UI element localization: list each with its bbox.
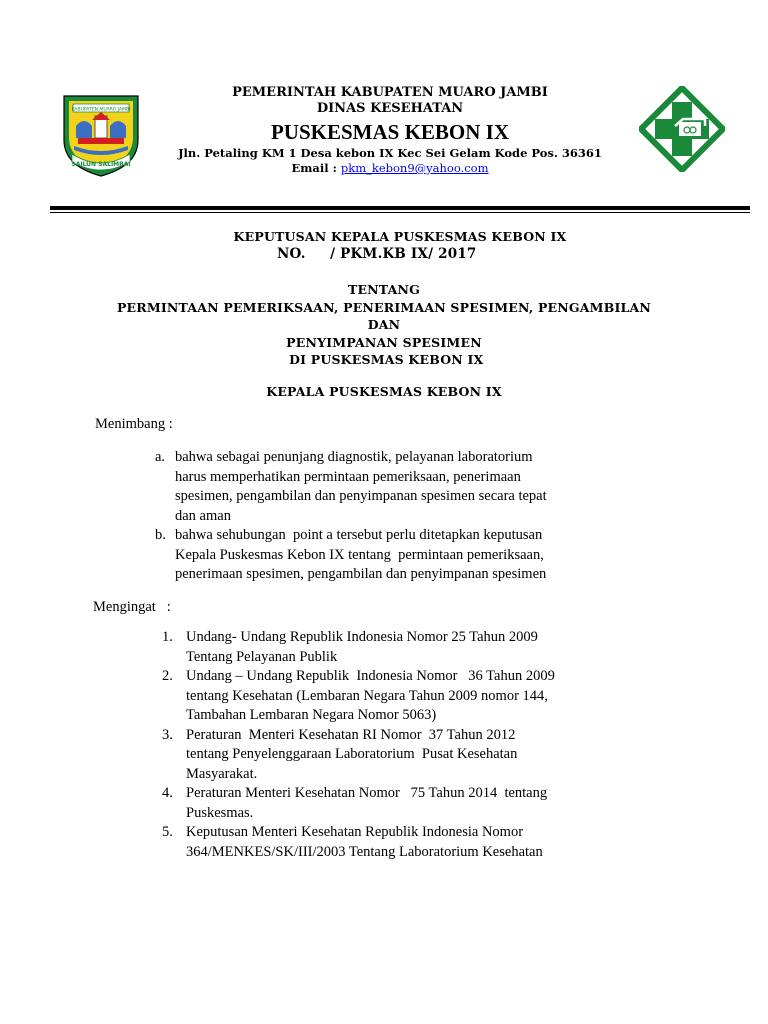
email-line [150,161,630,176]
list-line: spesimen, pengambilan dan penyimpanan spesimen secara tepat [175,488,547,504]
subject-line-3: PENYIMPANAN SPESIMEN [286,334,482,350]
list-line: bahwa sebagai penunjang diagnostik, pelayanan laboratorium [175,449,533,465]
list-marker: a. [155,449,166,465]
institution-title: PUSKESMAS KEBON IX [270,120,510,144]
list-line: Keputusan Menteri Kesehatan Republik Indonesia Nomor [186,824,524,840]
list-item [162,726,702,785]
list-item [155,448,695,526]
list-line: Undang – Undang Republik Indonesia Nomor 36 Tahun 2009 [186,668,555,684]
list-line: Masyarakat. [186,765,258,782]
list-marker: 1. [162,629,173,645]
list-line: Peraturan Menteri Kesehatan Nomor 75 Tahun 2014 tentang [186,785,548,801]
list-marker: 4. [162,785,173,801]
mengingat-list [162,628,702,862]
list-line: Kepala Puskesmas Kebon IX tentang permintaan pemeriksaan, [175,546,544,563]
list-item [155,526,695,585]
email-link[interactable]: pkm_kebon9@yahoo.com [340,161,489,175]
list-marker: 3. [162,726,173,743]
list-item [162,667,702,726]
list-line: tentang Kesehatan (Lembaran Negara Tahun 2009 nomor 144, [186,687,548,704]
list-line: bahwa sehubungan point a tersebut perlu ditetapkan keputusan [175,527,543,543]
list-line: tentang Penyelenggaraan Laboratorium Pusat Kesehatan [186,746,518,762]
tentang-heading: TENTANG [347,282,421,297]
list-item [162,628,702,667]
list-item [162,784,702,823]
list-line: Puskesmas. [186,804,254,821]
letterhead-text [150,85,630,176]
list-line: Tentang Pelayanan Publik [186,648,338,665]
decree-number: NO. / PKM.KB IX/ 2017 [277,246,477,262]
list-line: penerimaan spesimen, pengambilan dan penyimpanan spesimen [175,566,547,582]
subject-line-2: DAN [367,317,401,332]
list-line: dan aman [175,507,231,524]
government-name: PEMERINTAH KABUPATEN MUARO JAMBI [232,85,548,100]
list-marker: 5. [162,824,173,840]
puskesmas-logo-icon [639,86,725,172]
list-line: Tambahan Lembaran Negara Nomor 5063) [186,707,437,723]
list-item [162,823,702,862]
decree-title: KEPUTUSAN KEPALA PUSKESMAS KEBON IX [233,229,567,244]
letterhead [0,0,768,200]
department-name: DINAS KESEHATAN [316,101,464,116]
emblem-motto-text: SAILUN SALIMBAI [71,161,131,168]
email-label: Email : [291,161,341,175]
subject-line-1: PERMINTAAN PEMERIKSAAN, PENERIMAAN SPESIMEN, PENGAMBILAN [116,299,652,315]
subject-line-4: DI PUSKESMAS KEBON IX [284,352,484,367]
list-marker: 2. [162,668,173,684]
menimbang-label: Menimbang : [95,416,173,432]
emblem-banner-text: KABUPATEN MUARO JAMBI [71,107,131,113]
list-line: Undang- Undang Republik Indonesia Nomor 25 Tahun 2009 [186,629,538,645]
menimbang-list [155,448,695,585]
header-rule-thick [50,206,750,210]
list-line: Peraturan Menteri Kesehatan RI Nomor 37 Tahun 2012 [186,726,516,743]
list-line: 364/MENKES/SK/III/2003 Tentang Laboratorium Kesehatan [186,843,543,860]
mengingat-label: Mengingat : [93,599,171,615]
regency-emblem-icon [58,90,144,180]
header-rule-thin [50,212,750,213]
issuer-heading: KEPALA PUSKESMAS KEBON IX [266,384,502,399]
decree-subject [0,281,768,369]
list-line: harus memperhatikan permintaan pemeriksaan, penerimaan [175,468,521,485]
list-marker: b. [155,527,166,543]
address-line: Jln. Petaling KM 1 Desa kebon IX Kec Sei Gelam Kode Pos. 36361 [178,146,602,160]
